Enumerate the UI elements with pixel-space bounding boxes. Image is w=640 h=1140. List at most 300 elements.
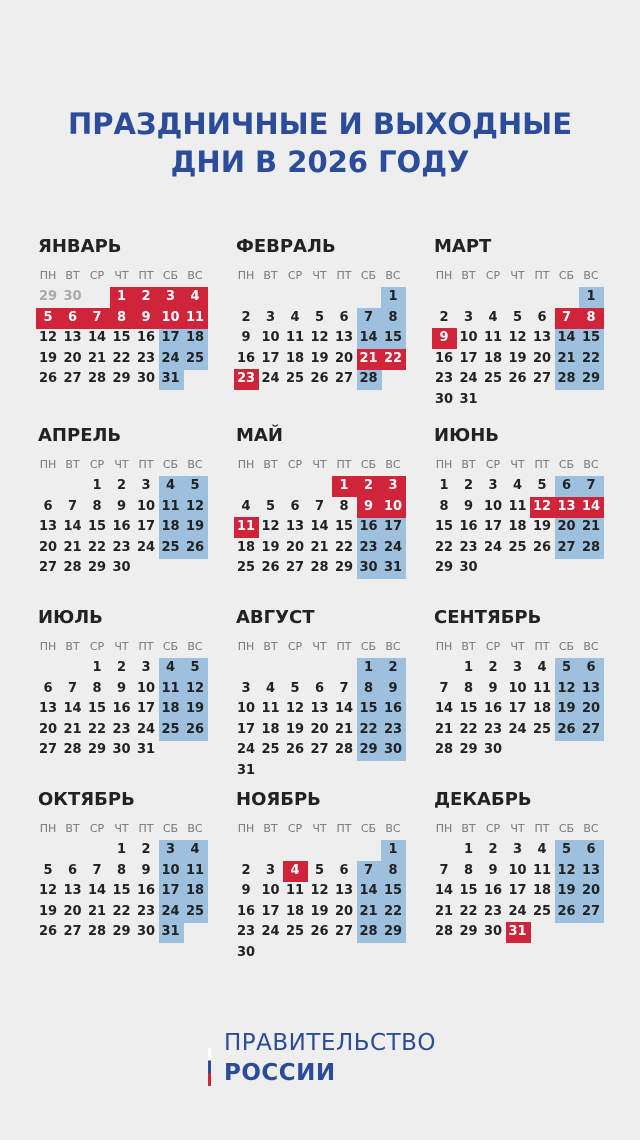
calendar-day: 2 [116,660,127,675]
calendar-day: 31 [136,742,156,757]
calendar-day: 4 [537,842,547,857]
calendar-day: 18 [483,350,503,366]
calendar-day: 25 [532,721,552,737]
weekday-label: ВТ [263,640,278,653]
calendar-day: 14 [63,701,82,716]
calendar-day: 27 [334,924,354,939]
calendar-day: 9 [439,330,449,345]
month-name: МАЙ [236,425,283,446]
calendar-day: 5 [314,309,325,325]
weekday-label: ПН [435,269,453,282]
calendar-day: 26 [38,924,58,939]
calendar-day: 3 [463,309,474,325]
calendar-day: 19 [185,701,205,716]
month-block [432,236,612,436]
calendar-day: 18 [261,721,280,737]
calendar-day: 10 [459,330,478,345]
calendar-day: 22 [581,350,601,366]
weekday-label: ЧТ [312,640,327,653]
calendar-day: 13 [38,519,58,534]
calendar-day: 7 [314,498,325,514]
weekday-label: ВС [583,822,599,835]
calendar-day: 9 [463,498,474,514]
calendar-day: 11 [185,862,205,878]
calendar-day: 17 [136,519,156,534]
calendar-day: 20 [38,721,58,737]
calendar-day: 8 [116,862,127,878]
calendar-day: 23 [136,350,156,366]
calendar-day: 14 [434,701,454,716]
calendar-day: 17 [161,883,180,898]
calendar-day: 30 [434,391,454,407]
month-block [36,236,216,436]
calendar-day: 21 [359,903,378,919]
calendar-day: 2 [439,309,449,325]
weekday-label: ВТ [65,640,80,653]
calendar-day: 20 [63,903,82,919]
calendar-day: 26 [185,721,205,737]
calendar-day: 22 [459,903,478,919]
calendar-day: 5 [190,660,200,675]
weekday-label: СР [287,458,303,471]
weekday-label: ПТ [336,640,352,653]
weekday-label: СБ [558,822,575,835]
calendar-day: 1 [463,842,474,857]
weekday-label: ВС [187,458,203,471]
weekday-label: СБ [162,269,179,282]
calendar-day: 1 [586,289,596,304]
calendar-day: 6 [537,309,547,325]
calendar-day: 19 [285,721,305,737]
calendar-day: 4 [488,309,498,325]
calendar-day: 14 [557,330,576,345]
calendar-day: 12 [185,498,205,514]
calendar-day: 17 [261,350,280,366]
calendar-day: 12 [38,330,58,345]
calendar-day: 22 [87,721,107,737]
calendar-day: 29 [459,742,478,757]
calendar-day: 19 [261,539,280,555]
calendar-day: 10 [508,680,527,696]
calendar-day: 12 [557,680,576,696]
calendar-day: 4 [537,660,547,675]
calendar-day: 7 [363,862,374,878]
calendar-day: 21 [63,721,82,737]
weekday-label: ПТ [336,458,352,471]
month-block [234,607,414,807]
calendar-day: 13 [63,883,82,898]
calendar-day: 17 [508,701,527,716]
calendar-day: 25 [285,371,305,386]
calendar-day: 24 [383,539,403,555]
calendar-day: 9 [488,862,498,878]
calendar-day: 30 [359,560,378,575]
calendar-day: 18 [161,701,180,716]
calendar-day: 23 [236,371,256,386]
calendar-day: 26 [261,560,280,575]
calendar-day: 22 [112,350,131,366]
calendar-day: 19 [38,350,58,366]
calendar-day: 30 [112,742,131,757]
calendar-day: 23 [359,539,378,555]
calendar-day: 30 [383,742,403,757]
calendar-day: 16 [434,350,454,366]
weekday-label: ВС [385,269,401,282]
calendar-day: 21 [310,539,329,555]
calendar-day: 3 [165,842,176,857]
calendar-day: 8 [586,309,596,325]
logo-line1: ПРАВИТЕЛЬСТВО [224,1030,437,1056]
weekday-label: СР [287,822,303,835]
calendar-day: 20 [334,350,354,366]
calendar-day: 8 [439,498,449,514]
calendar-day: 5 [190,478,200,493]
weekday-label: ЧТ [312,269,327,282]
calendar-day: 7 [439,862,449,878]
calendar-day: 27 [557,539,576,555]
calendar-day: 17 [508,883,527,898]
calendar-day: 27 [285,560,305,575]
calendar-day: 28 [359,371,378,386]
calendar-day: 26 [532,539,552,555]
calendar-day: 15 [112,883,131,898]
calendar-day: 7 [67,498,78,514]
calendar-day: 30 [136,924,156,939]
calendar-day: 7 [67,680,78,696]
calendar-day: 19 [38,903,58,919]
calendar-day: 31 [161,924,180,939]
flag-bar-icon [208,1048,211,1086]
weekday-label: ВС [385,458,401,471]
calendar-day: 11 [532,862,552,878]
calendar-day: 16 [383,701,403,716]
calendar-day: 8 [463,862,474,878]
weekday-label: ЧТ [510,458,525,471]
calendar-day: 1 [339,478,349,493]
calendar-day: 24 [236,742,256,757]
calendar-day: 10 [236,701,256,716]
weekday-label: ПТ [336,822,352,835]
calendar-day: 27 [581,903,601,919]
calendar-day: 1 [463,660,474,675]
weekday-label: ВТ [461,269,476,282]
calendar-day: 2 [116,478,127,493]
weekday-label: СБ [162,822,179,835]
calendar-day: 31 [383,560,403,575]
calendar-day: 7 [92,862,102,878]
calendar-day: 3 [265,309,276,325]
weekday-label: СР [287,640,303,653]
calendar-day: 28 [310,560,329,575]
calendar-day: 22 [383,350,403,366]
calendar-day: 15 [334,519,354,534]
calendar-day: 30 [483,742,503,757]
calendar-day: 3 [141,660,151,675]
weekday-label: ВТ [263,822,278,835]
calendar-day: 12 [310,883,329,898]
calendar-day: 24 [508,721,527,737]
calendar-day: 29 [87,742,107,757]
calendar-day: 5 [561,660,572,675]
calendar-day: 17 [383,519,403,534]
calendar-day: 7 [92,309,102,325]
calendar-day: 18 [285,350,305,366]
calendar-day: 25 [236,560,256,575]
calendar-day: 4 [190,842,200,857]
calendar-day: 12 [38,883,58,898]
calendar-day: 19 [185,519,205,534]
month-block [234,236,414,436]
weekday-label: СР [89,458,105,471]
calendar-day: 27 [334,371,354,386]
calendar-day: 1 [388,842,398,857]
weekday-label: ЧТ [312,458,327,471]
calendar-day: 2 [363,478,374,493]
calendar-day: 22 [459,721,478,737]
weekday-label: ЧТ [312,822,327,835]
calendar-day: 10 [136,680,156,696]
calendar-day: 1 [363,660,374,675]
calendar-day: 12 [310,330,329,345]
weekday-label: ПТ [138,822,154,835]
calendar-day: 21 [581,519,601,534]
calendar-day: 25 [185,350,205,366]
month-name: СЕНТЯБРЬ [434,607,542,628]
calendar-day: 24 [483,539,503,555]
prev-month-day: 30 [63,289,82,304]
calendar-day: 6 [586,842,596,857]
calendar-day: 29 [581,371,601,386]
calendar-day: 11 [185,309,205,325]
weekday-label: СБ [360,458,377,471]
weekday-label: СБ [558,458,575,471]
weekday-label: ВС [583,269,599,282]
calendar-day: 18 [532,883,552,898]
calendar-day: 26 [557,721,576,737]
calendar-day: 15 [459,701,478,716]
calendar-day: 9 [116,498,127,514]
calendar-day: 27 [63,924,82,939]
calendar-day: 18 [185,883,205,898]
calendar-day: 9 [241,330,251,345]
calendar-day: 16 [459,519,478,534]
calendar-day: 4 [290,862,300,878]
calendar-day: 13 [532,330,552,345]
calendar-day: 3 [141,478,151,493]
calendar-day: 18 [285,903,305,919]
calendar-day: 16 [483,701,503,716]
calendar-day: 25 [261,742,280,757]
calendar-day: 13 [38,701,58,716]
calendar-day: 25 [532,903,552,919]
calendar-day: 30 [483,924,503,939]
calendar-day: 23 [483,721,503,737]
calendar-day: 11 [261,701,280,716]
weekday-label: СБ [360,822,377,835]
calendar-day: 7 [561,309,572,325]
calendar-day: 20 [38,539,58,555]
calendar-day: 22 [434,539,454,555]
month-block [234,789,414,989]
calendar-day: 8 [463,680,474,696]
calendar-day: 24 [136,721,156,737]
calendar-day: 5 [290,680,300,696]
calendar-day: 15 [581,330,601,345]
weekday-label: ПТ [534,822,550,835]
calendar-day: 17 [261,903,280,919]
calendar-day: 4 [241,498,251,514]
calendar-day: 5 [43,862,53,878]
calendar-day: 29 [87,560,107,575]
calendar-day: 1 [388,289,398,304]
weekday-label: СР [485,269,501,282]
calendar-day: 22 [334,539,354,555]
calendar-day: 6 [339,309,349,325]
calendar-day: 18 [532,701,552,716]
weekday-label: ВТ [461,822,476,835]
calendar-day: 10 [261,330,280,345]
calendar-day: 11 [532,680,552,696]
calendar-day: 16 [236,350,256,366]
calendar-day: 8 [363,680,374,696]
calendar-day: 30 [136,371,156,386]
calendar-day: 2 [463,478,474,493]
calendar-day: 23 [236,924,256,939]
calendar-day: 16 [136,330,156,345]
calendar-day: 19 [532,519,552,534]
weekday-label: ЧТ [510,822,525,835]
weekday-label: СР [89,822,105,835]
calendar-day: 25 [508,539,527,555]
weekday-label: ПТ [336,269,352,282]
calendar-day: 15 [459,883,478,898]
calendar-day: 29 [112,371,131,386]
weekday-label: СР [485,640,501,653]
weekday-label: СБ [558,640,575,653]
calendar-day: 23 [112,721,131,737]
weekday-label: ВС [385,640,401,653]
weekday-label: ЧТ [510,269,525,282]
calendar-day: 3 [512,660,523,675]
calendar-day: 3 [512,842,523,857]
calendar-day: 5 [314,862,325,878]
calendar-day: 19 [310,350,329,366]
weekday-label: ЧТ [114,269,129,282]
weekday-label: ПН [435,458,453,471]
calendar-day: 28 [334,742,354,757]
calendar-day: 8 [92,680,102,696]
calendar-day: 11 [285,883,305,898]
weekday-label: ПН [39,458,57,471]
calendar-day: 10 [161,862,180,878]
weekday-label: ПН [435,640,453,653]
calendar-day: 26 [185,539,205,555]
calendar-day: 19 [557,883,576,898]
calendar-day: 31 [508,924,527,939]
calendar-day: 17 [459,350,478,366]
calendar-day: 20 [557,519,576,534]
calendar-day: 13 [334,883,354,898]
page-title-line1: ПРАЗДНИЧНЫЕ И ВЫХОДНЫЕ [67,107,573,141]
weekday-label: ВС [583,640,599,653]
month-block [234,425,414,625]
calendar-day: 26 [310,371,329,386]
weekday-label: ВТ [65,458,80,471]
weekday-label: ПН [39,822,57,835]
calendar-day: 27 [532,371,552,386]
weekday-label: СР [89,269,105,282]
weekday-label: ПН [237,269,255,282]
calendar-day: 24 [459,371,478,386]
weekday-label: ЧТ [510,640,525,653]
calendar-day: 11 [483,330,503,345]
calendar-day: 10 [383,498,403,514]
calendar-day: 17 [236,721,256,737]
calendar-day: 6 [67,862,78,878]
calendar-day: 12 [261,519,280,534]
calendar-day: 15 [383,883,403,898]
calendar-day: 13 [310,701,329,716]
month-name: ОКТЯБРЬ [38,789,135,810]
calendar-day: 12 [508,330,527,345]
calendar-day: 28 [434,742,454,757]
calendar-day: 19 [310,903,329,919]
calendar-day: 15 [383,330,403,345]
calendar-day: 26 [38,371,58,386]
calendar-day: 12 [185,680,205,696]
calendar-day: 28 [434,924,454,939]
calendar-day: 20 [581,701,601,716]
weekday-label: ВС [583,458,599,471]
calendar-day: 22 [383,903,403,919]
calendar-day: 7 [439,680,449,696]
calendar-day: 16 [236,903,256,919]
calendar-day: 29 [334,560,354,575]
calendar-day: 16 [359,519,378,534]
calendar-day: 16 [112,701,131,716]
calendar-day: 25 [285,924,305,939]
weekday-label: ПН [237,458,255,471]
month-block [36,607,216,807]
weekday-label: СБ [360,640,377,653]
calendar-day: 13 [557,498,576,514]
calendar-day: 21 [434,903,454,919]
weekday-label: ВТ [65,269,80,282]
logo-line2: РОССИИ [224,1060,336,1086]
calendar-day: 13 [334,330,354,345]
month-name: ИЮНЬ [434,425,499,446]
calendar-day: 1 [116,289,127,304]
weekday-label: ЧТ [114,640,129,653]
calendar-day: 1 [92,660,102,675]
calendar-day: 26 [557,903,576,919]
calendar-day: 18 [161,519,180,534]
calendar-day: 3 [265,862,276,878]
calendar-day: 2 [488,660,498,675]
weekday-label: СБ [162,458,179,471]
weekday-label: СР [89,640,105,653]
calendar-day: 20 [285,539,305,555]
month-name: ДЕКАБРЬ [434,789,532,810]
weekday-label: ВС [187,640,203,653]
calendar-day: 25 [161,721,180,737]
calendar-day: 4 [190,289,200,304]
calendar-day: 27 [63,371,82,386]
calendar-day: 9 [116,680,127,696]
calendar-day: 3 [241,680,251,696]
calendar-day: 4 [265,680,276,696]
calendar-day: 31 [459,391,478,407]
